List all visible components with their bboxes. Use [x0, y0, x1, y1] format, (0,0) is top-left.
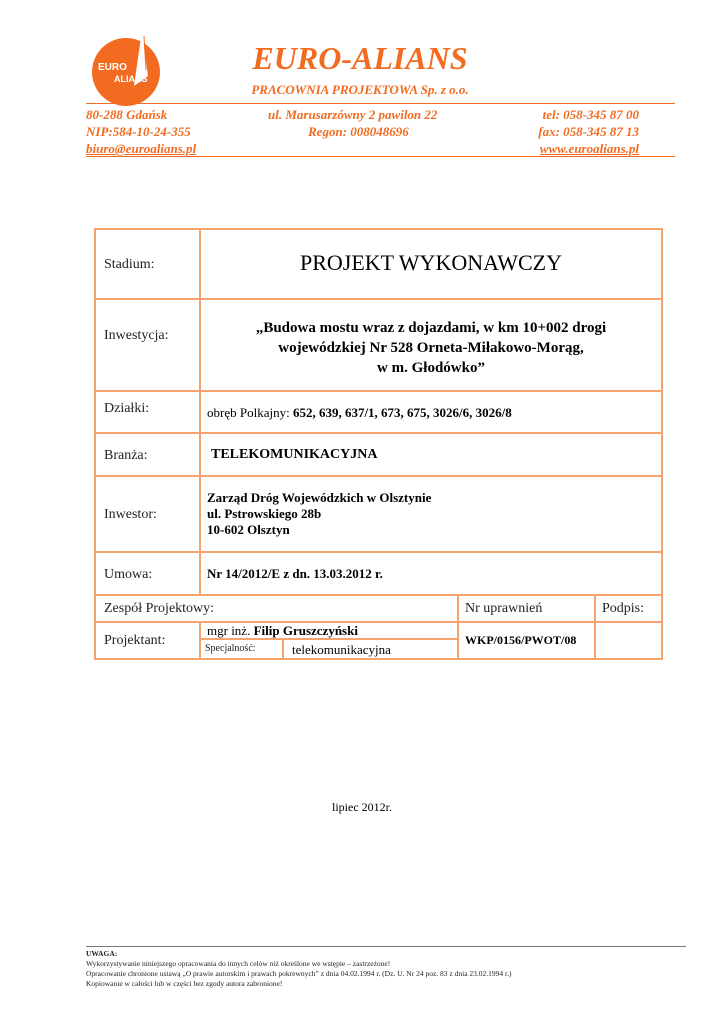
inwestycja-label-cell: [95, 299, 200, 391]
dzialki-prefix: obręb Polkajny:: [207, 405, 290, 420]
umowa-label-cell: [95, 552, 200, 595]
email-link[interactable]: biuro@euroalians.pl: [86, 141, 197, 156]
uprawnienia-value: WKP/0156/PWOT/08: [465, 633, 577, 647]
dzialki-value: 652, 639, 637/1, 673, 675, 3026/6, 3026/8: [292, 405, 512, 420]
uprawnienia-label: Nr uprawnień: [465, 601, 543, 616]
uprawnienia-value-cell: [458, 622, 595, 659]
footer-divider: [86, 946, 686, 947]
inwestycja-line-3: w m. Głodówko”: [377, 360, 485, 376]
nip: NIP:584-10-24-355: [86, 124, 191, 139]
stadium-value-cell: [200, 229, 662, 299]
inwestor-line-2: ul. Pstrowskiego 28b: [207, 506, 322, 521]
footer-line-2: Opracowanie chronione ustawą „O prawie autorskim i prawach pokrewnych” z dnia 04.02.1994 r. (Dz. U. Nr 24 poz. 83 z dnia 23.02.1994 r.): [86, 969, 512, 978]
dzialki-label: Działki:: [104, 401, 150, 416]
inwestycja-line-1: „Budowa mostu wraz z dojazdami, w km 10+002 drogi: [255, 320, 607, 336]
dzialki-value-cell: [200, 391, 662, 433]
uprawnienia-label-cell: [458, 595, 595, 622]
phone: tel: 058-345 87 00: [542, 107, 639, 122]
umowa-value: Nr 14/2012/E z dn. 13.03.2012 r.: [207, 566, 383, 581]
zespol-label-cell: [95, 595, 458, 622]
projektant-label-cell: [95, 622, 200, 659]
podpis-label: Podpis:: [602, 601, 645, 616]
projektant-name: Filip Gruszczyński: [253, 623, 358, 638]
logo-text-bottom: ALIANS: [114, 74, 148, 84]
footer-line-1: Wykorzystywanie niniejszego opracowania do innych celów niż określone we wstępie – zastrzeżone!: [86, 959, 391, 968]
stadium-label: Stadium:: [104, 257, 155, 272]
specjalnosc-value-cell: [283, 639, 458, 659]
stadium-value: PROJEKT WYKONAWCZY: [299, 250, 563, 275]
projektant-label: Projektant:: [104, 633, 166, 648]
inwestor-label: Inwestor:: [104, 507, 157, 522]
inwestycja-line-2: wojewódzkiej Nr 528 Orneta-Miłakowo-Morąg,: [278, 340, 584, 356]
umowa-value-cell: [200, 552, 662, 595]
podpis-value-cell: [595, 622, 662, 659]
specjalnosc-label-cell: [200, 639, 283, 659]
branza-value-cell: [200, 433, 662, 476]
stadium-label-cell: [95, 229, 200, 299]
projektant-name-cell: [200, 622, 458, 639]
inwestor-line-3: 10-602 Olsztyn: [207, 522, 290, 537]
footer-notice: [86, 949, 512, 989]
footer-title: UWAGA:: [86, 949, 118, 958]
address-city: 80-288 Gdańsk: [86, 107, 168, 122]
branza-label: Branża:: [104, 448, 148, 463]
inwestycja-label: Inwestycja:: [104, 328, 169, 343]
zespol-label: Zespół Projektowy:: [104, 601, 215, 616]
specjalnosc-value: telekomunikacyjna: [292, 642, 391, 657]
company-name: EURO-ALIANS: [252, 40, 468, 76]
specjalnosc-label: Specjalność:: [205, 643, 256, 654]
podpis-label-cell: [595, 595, 662, 622]
branza-value: TELEKOMUNIKACYJNA: [211, 447, 378, 462]
address-street: ul. Marusarzówny 2 pawilon 22: [268, 107, 438, 122]
header-divider-bottom: [86, 156, 675, 157]
fax: fax: 058-345 87 13: [538, 124, 639, 139]
project-info-table: [94, 228, 663, 660]
document-date: lipiec 2012r.: [332, 800, 392, 814]
header-divider-top: [86, 103, 675, 104]
projektant-prefix: mgr inż.: [207, 623, 251, 638]
branza-label-cell: [95, 433, 200, 476]
company-logo: [86, 26, 172, 112]
umowa-label: Umowa:: [104, 567, 153, 582]
inwestor-label-cell: [95, 476, 200, 552]
regon: Regon: 008048696: [308, 124, 409, 139]
inwestycja-value-cell: [200, 299, 662, 391]
inwestor-line-1: Zarząd Dróg Wojewódzkich w Olsztynie: [207, 490, 432, 505]
footer-line-3: Kopiowanie w całości lub w części bez zgody autora zabronione!: [86, 979, 283, 988]
inwestor-value-cell: [200, 476, 662, 552]
company-subtitle: PRACOWNIA PROJEKTOWA Sp. z o.o.: [251, 82, 469, 97]
website-link[interactable]: www.euroalians.pl: [539, 141, 639, 156]
dzialki-label-cell: [95, 391, 200, 433]
logo-text-top: EURO: [98, 62, 127, 73]
